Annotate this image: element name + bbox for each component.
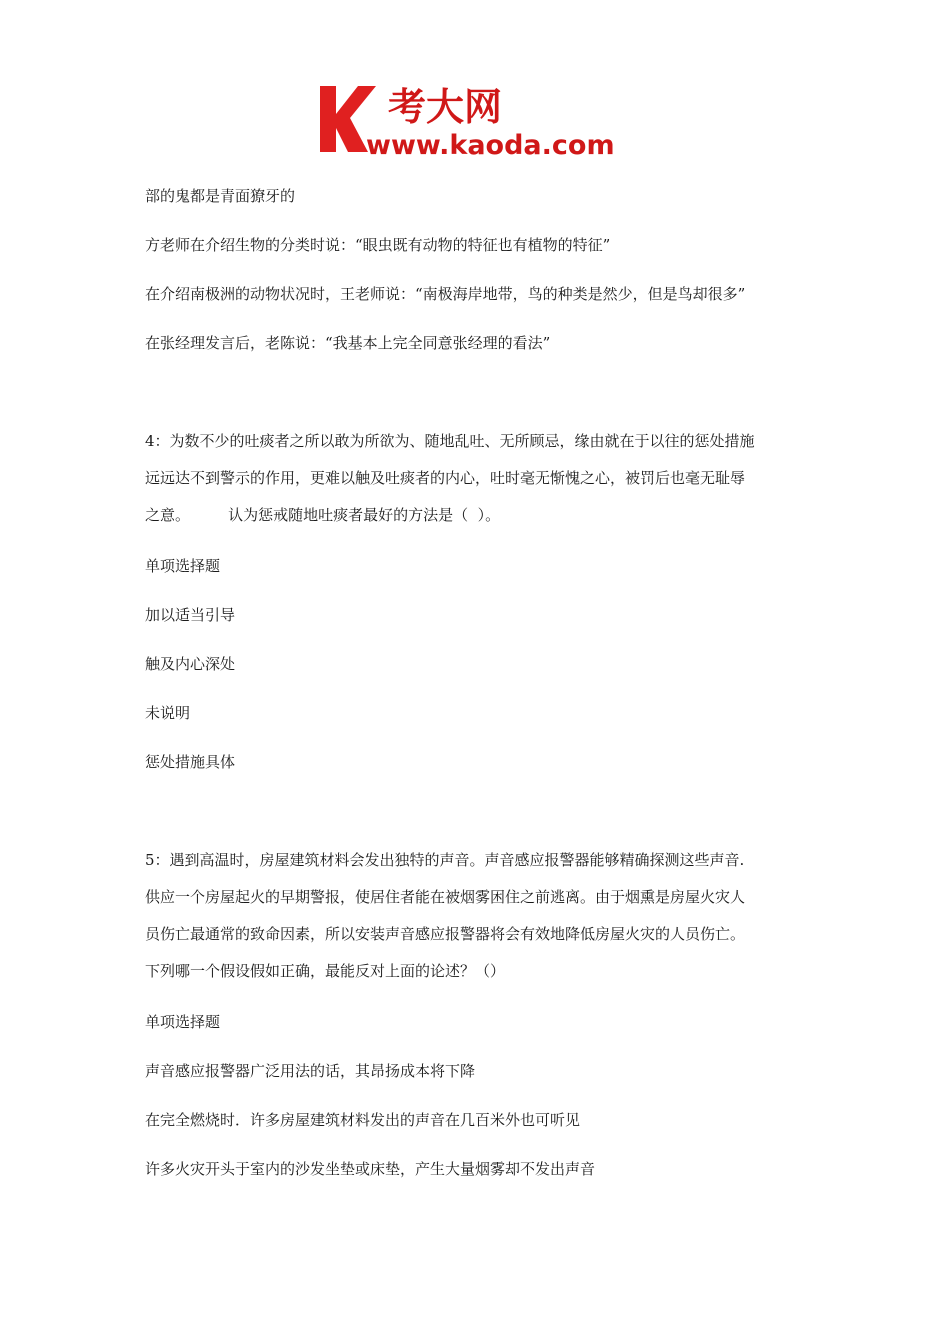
question-5-line-2: 供应一个房屋起火的早期警报，使居住者能在被烟雾困住之前逃离。由于烟熏是房屋火灾人 [145, 888, 746, 906]
intro-option-2: 方老师在介绍生物的分类时说：“眼虫既有动物的特征也有植物的特征” [145, 236, 611, 254]
logo-brand-text: 考大网 [388, 85, 503, 129]
question-4-line-1: 4：为数不少的吐痰者之所以敢为所欲为、随地乱吐、无所顾忌，缘由就在于以往的惩处措施 [145, 432, 755, 450]
question-4-option-d: 惩处措施具体 [145, 753, 236, 771]
question-4-stem [145, 423, 810, 534]
question-4-line-2: 远远达不到警示的作用，更难以触及吐痰者的内心，吐时毫无惭愧之心，被罚后也毫无耻辱 [145, 469, 746, 487]
question-5-line-3: 员伤亡最通常的致命因素，所以安装声音感应报警器将会有效地降低房屋火灾的人员伤亡。 [145, 925, 746, 943]
question-4-option-c: 未说明 [145, 704, 191, 722]
question-4-line-3: 之意。 认为惩戒随地吐痰者最好的方法是（ ）。 [145, 506, 501, 524]
question-5-stem [145, 842, 810, 990]
kaoda-logo [318, 80, 638, 160]
question-4-option-a: 加以适当引导 [145, 606, 236, 624]
question-4-option-b: 触及内心深处 [145, 655, 236, 673]
question-5-type: 单项选择题 [145, 1013, 221, 1031]
question-5-option-c: 许多火灾开头于室内的沙发坐垫或床垫，产生大量烟雾却不发出声音 [145, 1160, 596, 1178]
logo-graphic [318, 80, 638, 160]
question-5-line-1: 5：遇到高温时，房屋建筑材料会发出独特的声音。声音感应报警器能够精确探测这些声音. [145, 851, 745, 869]
intro-option-3: 在介绍南极洲的动物状况时，王老师说：“南极海岸地带，鸟的种类是然少，但是鸟却很多” [145, 285, 746, 303]
logo-url-text: www.kaoda.com [366, 130, 615, 160]
intro-option-1: 部的鬼都是青面獠牙的 [145, 187, 296, 205]
question-5-line-4: 下列哪一个假设假如正确，最能反对上面的论述？（） [145, 962, 506, 980]
question-5-option-b: 在完全燃烧时．许多房屋建筑材料发出的声音在几百米外也可听见 [145, 1111, 581, 1129]
question-4-type: 单项选择题 [145, 557, 221, 575]
intro-option-4: 在张经理发言后，老陈说：“我基本上完全同意张经理的看法” [145, 334, 551, 352]
question-5-option-a: 声音感应报警器广泛用法的话，其昂扬成本将下降 [145, 1062, 476, 1080]
